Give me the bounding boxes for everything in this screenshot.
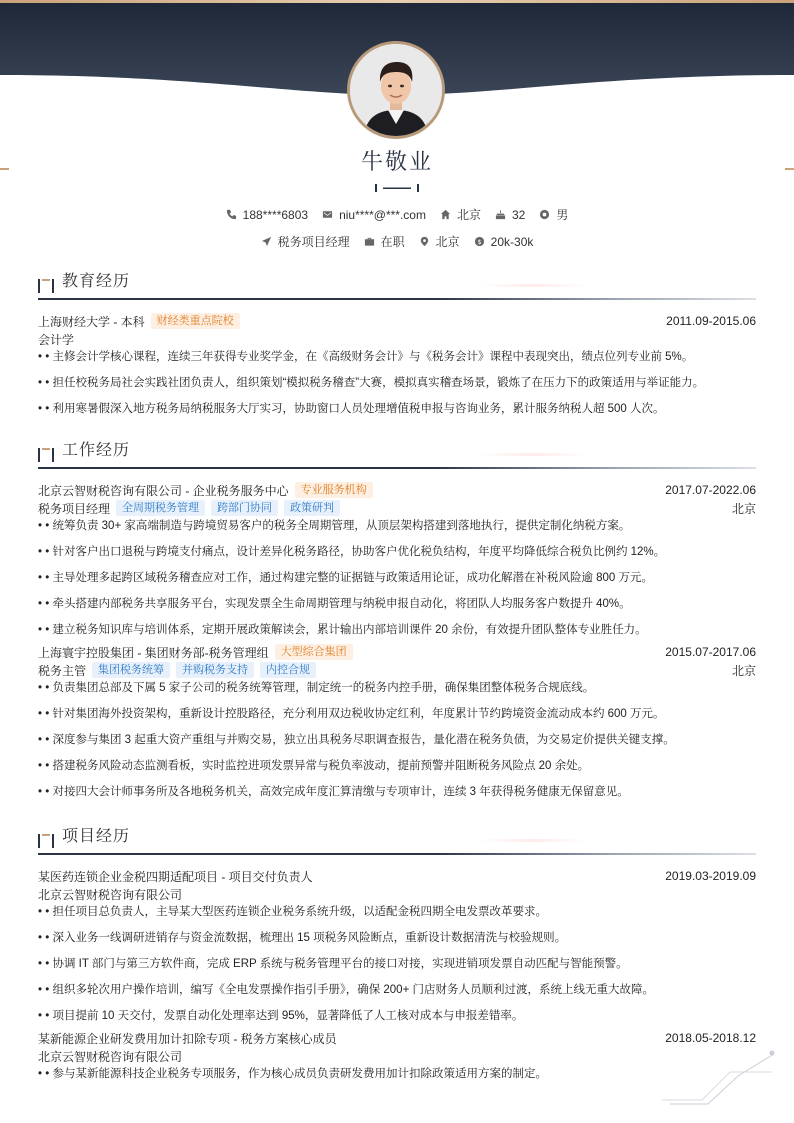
list-item: • • 对接四大会计师事务所及各地税务机关，高效完成年度汇算清缴与专项审计，连续 3 年获得税务健康无保留意见。 bbox=[38, 783, 756, 809]
mail-icon bbox=[322, 209, 333, 220]
company-tag: 专业服务机构 bbox=[295, 482, 373, 498]
phone-icon bbox=[226, 209, 237, 220]
avatar bbox=[347, 41, 445, 139]
project-date: 2018.05-2018.12 bbox=[665, 1031, 756, 1045]
age-text: 32 bbox=[511, 207, 526, 222]
briefcase-icon bbox=[364, 236, 375, 247]
section-marker-icon bbox=[38, 279, 54, 293]
projects-title: 项目经历 bbox=[62, 828, 131, 845]
company-tag: 大型综合集团 bbox=[275, 644, 353, 660]
education-date: 2011.09-2015.06 bbox=[666, 314, 756, 328]
corner-line-ornament bbox=[660, 1048, 780, 1106]
job-intent-line bbox=[0, 233, 794, 250]
target-city-text: 北京 bbox=[435, 235, 460, 249]
skill-tag: 跨部门协同 bbox=[211, 500, 278, 516]
job-entry bbox=[38, 481, 756, 643]
position: 税务项目经理 bbox=[38, 501, 111, 516]
project-entry bbox=[38, 867, 756, 1029]
job-position-left bbox=[38, 500, 340, 517]
projects-header bbox=[38, 827, 756, 857]
section-marker-icon bbox=[38, 448, 54, 462]
skill-tag: 政策研判 bbox=[284, 500, 340, 516]
section-divider bbox=[38, 298, 756, 300]
location-icon bbox=[419, 236, 430, 247]
gender-item bbox=[539, 206, 568, 223]
list-item: • • 建立税务知识库与培训体系，定期开展政策解读会，累计输出内部培训课件 20 余份，有效提升团队整体专业胜任力。 bbox=[38, 621, 756, 643]
phone-text: 188****6803 bbox=[242, 207, 309, 222]
section-line-highlight bbox=[478, 284, 588, 287]
work-title: 工作经历 bbox=[62, 442, 131, 459]
cake-icon bbox=[495, 209, 506, 220]
job-date: 2017.07-2022.06 bbox=[665, 483, 756, 497]
project-org-row bbox=[38, 1047, 756, 1065]
list-item: • • 针对客户出口退税与跨境支付痛点，设计差异化税务路径，协助客户优化税负结构，年度平均降低综合税负比例约 12%。 bbox=[38, 543, 756, 569]
education-title: 教育经历 bbox=[62, 273, 131, 290]
phone-item bbox=[226, 206, 308, 223]
school-tag: 财经类重点院校 bbox=[151, 313, 240, 329]
job-company-row bbox=[38, 481, 756, 499]
list-item: • • 统筹负责 30+ 家高端制造与跨境贸易客户的税务全周期管理，从顶层架构搭建到落地执行，提供定制化纳税方案。 bbox=[38, 517, 756, 543]
salary-text: 20k-30k bbox=[490, 234, 534, 249]
email-text: niu****@***.com bbox=[339, 207, 426, 222]
section-marker-icon bbox=[38, 834, 54, 848]
project-org: 北京云智财税咨询有限公司 bbox=[38, 887, 183, 902]
target-job-text: 税务项目经理 bbox=[277, 235, 350, 249]
list-item: • • 担任项目总负责人，主导某大型医药连锁企业税务系统升级，以适配金税四期全电发票改革要求。 bbox=[38, 903, 756, 929]
age-item bbox=[495, 206, 525, 223]
company-line: 北京云智财税咨询有限公司 - 企业税务服务中心 bbox=[38, 483, 289, 498]
list-item: • • 项目提前 10 天交付，发票自动化处理率达到 95%，显著降低了人工核对成本与申报差错率。 bbox=[38, 1007, 756, 1029]
job-position-row bbox=[38, 499, 756, 517]
home-icon bbox=[440, 209, 451, 220]
list-item: • • 深度参与集团 3 起重大资产重组与并购交易，独立出具税务尽职调查报告，量化潜在税务负债，为交易定价提供关键支撑。 bbox=[38, 731, 756, 757]
list-item: • • 主修会计学核心课程，连续三年获得专业奖学金，在《高级财务会计》与《税务会计》课程中表现突出，绩点位列专业前 5%。 bbox=[38, 348, 756, 374]
hometown-text: 北京 bbox=[456, 208, 481, 222]
job-city: 北京 bbox=[731, 663, 756, 678]
skill-tag: 并购税务支持 bbox=[176, 662, 254, 678]
list-item: • • 利用寒暑假深入地方税务局纳税服务大厅实习，协助窗口人员处理增值税申报与咨询业务，累计服务纳税人超 500 人次。 bbox=[38, 400, 756, 426]
list-item: • • 搭建税务风险动态监测看板，实时监控进项发票异常与税负率波动，提前预警并阻断税务风险点 20 余处。 bbox=[38, 757, 756, 783]
status-text: 在职 bbox=[380, 235, 405, 249]
gender-text: 男 bbox=[556, 208, 569, 222]
project-name: 某新能源企业研发费用加计扣除专项 - 税务方案核心成员 bbox=[38, 1031, 337, 1046]
contact-info-line bbox=[0, 206, 794, 223]
skill-tag: 集团税务统筹 bbox=[92, 662, 170, 678]
section-line-highlight bbox=[478, 839, 588, 842]
job-date: 2015.07-2017.06 bbox=[665, 645, 756, 659]
list-item: • • 协调 IT 部门与第三方软件商，完成 ERP 系统与税务管理平台的接口对接，实现进销项发票自动匹配与智能预警。 bbox=[38, 955, 756, 981]
money-icon bbox=[474, 236, 485, 247]
project-name: 某医药连锁企业金税四期适配项目 - 项目交付负责人 bbox=[38, 869, 313, 884]
education-header bbox=[38, 272, 756, 302]
project-entry bbox=[38, 1029, 756, 1091]
job-company-left bbox=[38, 644, 353, 661]
list-item: • • 负责集团总部及下属 5 家子公司的税务统筹管理，制定统一的税务内控手册，确保集团整体税务合规底线。 bbox=[38, 679, 756, 705]
job-company-left bbox=[38, 482, 373, 499]
job-position-left bbox=[38, 662, 316, 679]
list-item: • • 针对集团海外投资架构，重新设计控股路径，充分利用双边税收协定红利，年度累计节约跨境资金流动成本约 600 万元。 bbox=[38, 705, 756, 731]
status-item bbox=[364, 233, 405, 250]
email-item bbox=[322, 206, 426, 223]
education-section bbox=[38, 272, 756, 426]
position: 税务主管 bbox=[38, 663, 87, 678]
svg-text:$: $ bbox=[477, 237, 482, 246]
list-item: • • 担任校税务局社会实践社团负责人，组织策划“模拟税务稽查”大赛，模拟真实稽查场景，锻炼了在压力下的政策适用与举证能力。 bbox=[38, 374, 756, 400]
skill-tag: 全周期税务管理 bbox=[116, 500, 205, 516]
list-item: • • 牵头搭建内部税务共享服务平台，实现发票全生命周期管理与纳税申报自动化，将团队人均服务客户数提升 40%。 bbox=[38, 595, 756, 621]
job-entry bbox=[38, 643, 756, 809]
major-row bbox=[38, 330, 756, 348]
education-entry bbox=[38, 312, 756, 426]
candidate-name: 牛敬业 bbox=[360, 149, 433, 174]
section-divider bbox=[38, 467, 756, 469]
list-item: • • 参与某新能源科技企业税务专项服务，作为核心成员负责研发费用加计扣除政策适用方案的制定。 bbox=[38, 1065, 756, 1091]
skill-tag: 内控合规 bbox=[260, 662, 316, 678]
send-icon bbox=[261, 236, 272, 247]
work-section bbox=[38, 441, 756, 809]
section-line-highlight bbox=[478, 453, 588, 456]
project-org-row bbox=[38, 885, 756, 903]
gender-icon bbox=[539, 209, 550, 220]
list-item: • • 主导处理多起跨区域税务稽查应对工作，通过构建完整的证据链与政策适用论证，成功化解潜在补税风险逾 800 万元。 bbox=[38, 569, 756, 595]
major: 会计学 bbox=[38, 332, 75, 347]
education-left bbox=[38, 313, 240, 330]
work-header bbox=[38, 441, 756, 471]
project-name-row bbox=[38, 867, 756, 885]
list-item: • • 组织多轮次用户操作培训，编写《全电发票操作指引手册》，确保 200+ 门店财务人员顺利过渡，系统上线无重大故障。 bbox=[38, 981, 756, 1007]
target-job-item bbox=[261, 233, 350, 250]
school-line: 上海财经大学 - 本科 bbox=[38, 314, 145, 329]
job-city: 北京 bbox=[731, 501, 756, 516]
list-item: • • 深入业务一线调研进销存与资金流数据，梳理出 15 项税务风险断点，重新设计数据清洗与校验规则。 bbox=[38, 929, 756, 955]
project-org: 北京云智财税咨询有限公司 bbox=[38, 1049, 183, 1064]
project-name-row bbox=[38, 1029, 756, 1047]
job-position-row bbox=[38, 661, 756, 679]
section-divider bbox=[38, 853, 756, 855]
salary-item bbox=[474, 233, 534, 250]
company-line: 上海寰宇控股集团 - 集团财务部-税务管理组 bbox=[38, 645, 269, 660]
project-date: 2019.03-2019.09 bbox=[665, 869, 756, 883]
education-row bbox=[38, 312, 756, 330]
job-company-row bbox=[38, 643, 756, 661]
name-underline-ornament bbox=[375, 183, 419, 193]
target-city-item bbox=[419, 233, 460, 250]
hometown-item bbox=[440, 206, 481, 223]
projects-section bbox=[38, 827, 756, 1091]
